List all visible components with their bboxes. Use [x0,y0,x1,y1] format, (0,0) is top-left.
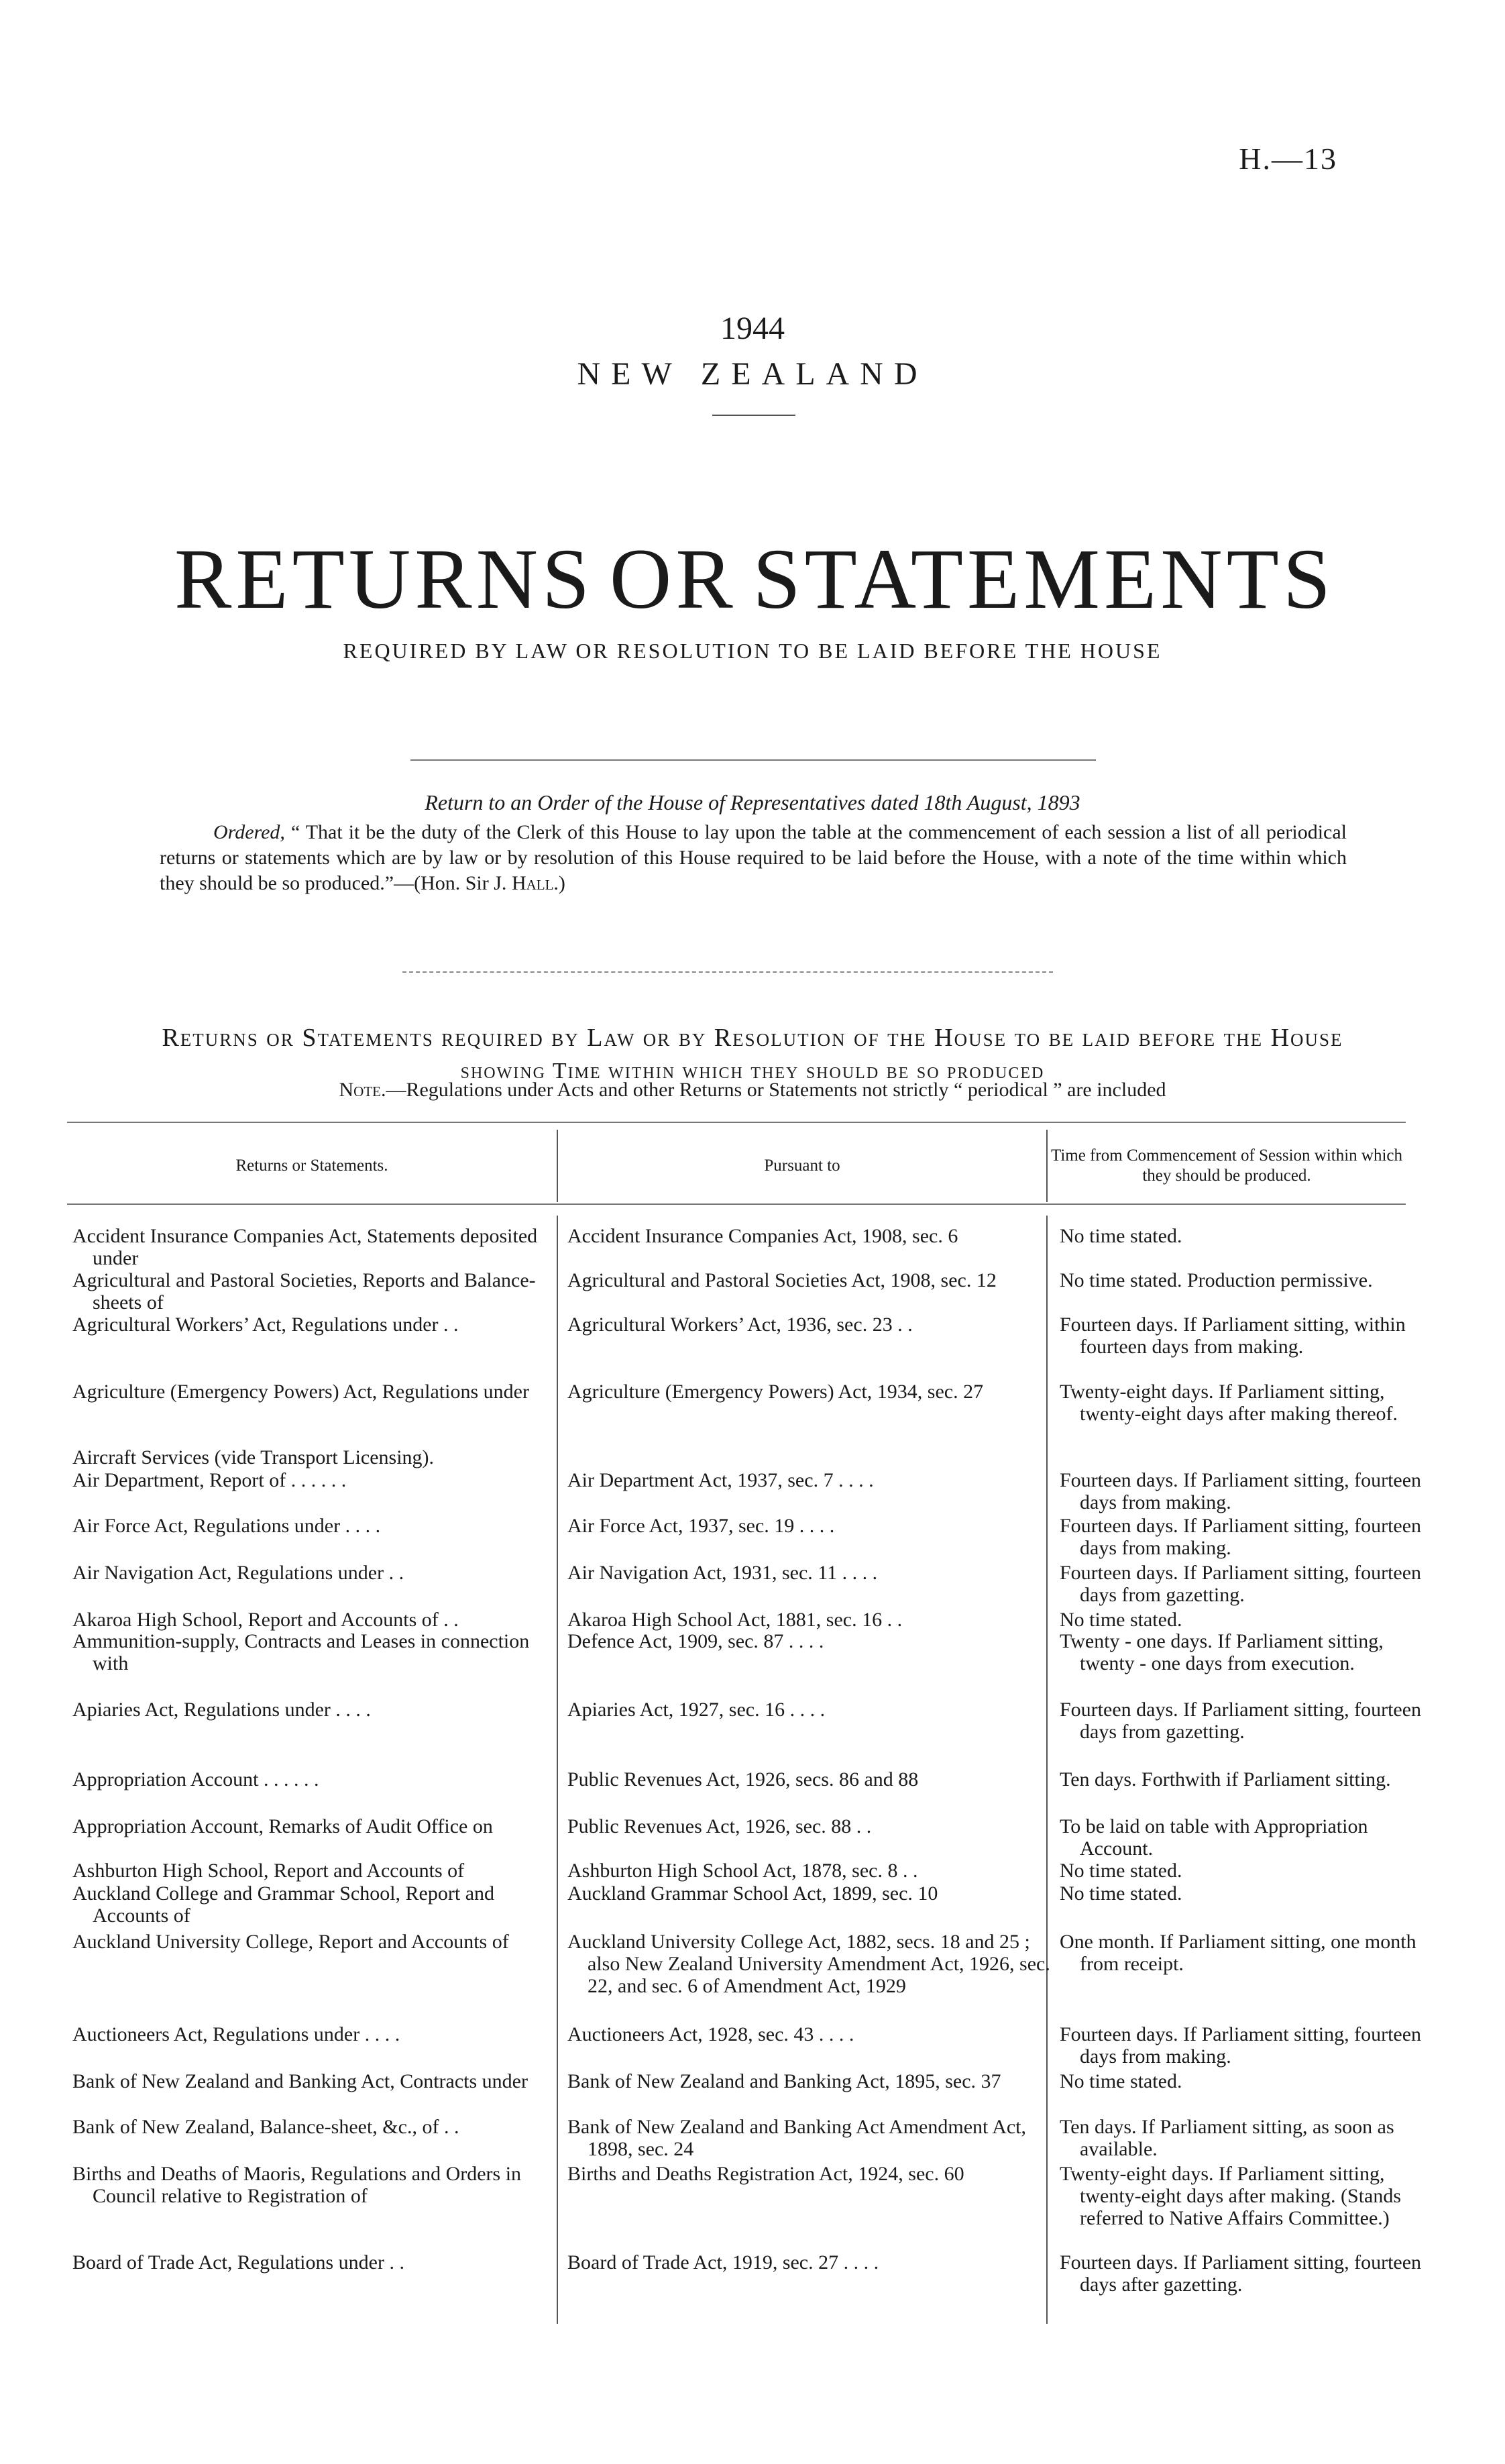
time-cell: Ten days. Forthwith if Parliament sitting. [1060,1768,1391,1790]
return-cell: Ammunition-supply, Contracts and Leases in connection with [72,1630,530,1674]
return-cell: Apiaries Act, Regulations under . . . . [72,1699,371,1721]
pursuant-cell: Births and Deaths Registration Act, 1924, sec. 60 [567,2163,964,2185]
ordered-mover: Hall.) [511,872,565,894]
return-cell: Air Department, Report of . . . . . . [72,1469,347,1491]
time-cell: Fourteen days. If Parliament sitting, fourteen days from gazetting. [1060,1562,1422,1606]
pursuant-cell: Public Revenues Act, 1926, sec. 88 . . [567,1815,872,1837]
return-cell: Agriculture (Emergency Powers) Act, Regulations under [72,1381,529,1403]
pursuant-cell: Agriculture (Emergency Powers) Act, 1934, sec. 27 [567,1381,984,1403]
ordered-text: “ That it be the duty of the Clerk of this House to lay upon the table at the commencement of each session a list of all periodical returns or statements which are by law or by resolution of this House required to be laid before the House, with a note of the time within which they should be so produced.”—(Hon. Sir J. [160,821,1347,894]
time-cell: No time stated. [1060,1882,1182,1905]
return-cell: Appropriation Account . . . . . . [72,1768,319,1790]
country-heading: NEW ZEALAND [577,356,928,392]
page-reference: H.—13 [1239,142,1337,176]
return-cell: Agricultural and Pastoral Societies, Reports and Balance-sheets of [72,1269,536,1314]
table-top-rule [67,1122,1406,1123]
time-cell: One month. If Parliament sitting, one month from receipt. [1060,1931,1416,1975]
subtitle: REQUIRED BY LAW OR RESOLUTION TO BE LAID BEFORE THE HOUSE [343,639,1162,663]
time-cell: Fourteen days. If Parliament sitting, fourteen days from making. [1060,1469,1422,1513]
time-cell: No time stated. [1060,2070,1182,2092]
column-header-pursuant: Pursuant to [557,1130,1046,1202]
section-divider [410,759,1096,761]
return-cell: Air Force Act, Regulations under . . . . [72,1515,381,1537]
ordered-lead: Ordered, [213,821,285,843]
return-order-line: Return to an Order of the House of Representatives dated 18th August, 1893 [425,790,1080,814]
return-cell: Board of Trade Act, Regulations under . . [72,2251,404,2273]
table-header [67,1130,1406,1202]
heading-divider [712,415,795,416]
pursuant-cell: Bank of New Zealand and Banking Act, 1895, sec. 37 [567,2070,1001,2092]
pursuant-cell: Agricultural and Pastoral Societies Act, 1908, sec. 12 [567,1269,997,1291]
column-header-returns: Returns or Statements. [235,1157,388,1175]
time-cell: Fourteen days. If Parliament sitting, fourteen days from making. [1060,2023,1422,2068]
pursuant-cell: Auckland Grammar School Act, 1899, sec. 10 [567,1882,938,1905]
pursuant-cell: Agricultural Workers’ Act, 1936, sec. 23 . . [567,1314,913,1336]
pursuant-cell: Auckland University College Act, 1882, secs. 18 and 25 ; also New Zealand University Amendment Act, 1926, sec. 22, and sec. 6 of Amendment Act, 1929 [567,1931,1050,1997]
main-title [174,530,1335,629]
time-cell: Fourteen days. If Parliament sitting, fourteen days from gazetting. [1060,1699,1422,1743]
column-header-time: Time from Commencement of Session within which they should be produced. [1046,1130,1406,1202]
schedule-title-line1: Returns or Statements required by Law or by Resolution of the House to be laid before the House [162,1024,1343,1052]
return-cell: Auckland College and Grammar School, Report and Accounts of [72,1882,495,1927]
pursuant-cell: Air Navigation Act, 1931, sec. 11 . . . . [567,1562,878,1584]
table-header-rule [67,1203,1406,1205]
section-divider-dashed [402,971,1053,973]
title-word-returns: RETURNS [174,531,594,627]
note-text: —Regulations under Acts and other Returns or Statements not strictly “ periodical ” are included [386,1079,1166,1101]
time-cell: No time stated. [1060,1225,1182,1247]
return-cell: Ashburton High School, Report and Accounts of [72,1860,465,1882]
pursuant-cell: Bank of New Zealand and Banking Act Amendment Act, 1898, sec. 24 [567,2116,1027,2160]
return-cell: Auctioneers Act, Regulations under . . . . [72,2023,400,2045]
time-cell: No time stated. [1060,1609,1182,1631]
schedule-note [0,1079,1505,1102]
return-cell: Births and Deaths of Maoris, Regulations and Orders in Council relative to Registration of [72,2163,522,2207]
note-label: Note. [339,1079,386,1101]
pursuant-cell: Air Department Act, 1937, sec. 7 . . . . [567,1469,874,1491]
schedule-title-line2: showing Time within which they should be so produced [460,1059,1045,1083]
time-cell: Twenty-eight days. If Parliament sitting, twenty-eight days after making. (Stands referred to Native Affairs Committee.) [1060,2163,1402,2229]
title-word-statements: STATEMENTS [752,531,1335,627]
pursuant-cell: Ashburton High School Act, 1878, sec. 8 . . [567,1860,918,1882]
return-cell: Auckland University College, Report and Accounts of [72,1931,509,1953]
return-cell: Aircraft Services (vide Transport Licensing). [72,1446,435,1468]
pursuant-cell: Auctioneers Act, 1928, sec. 43 . . . . [567,2023,854,2045]
return-cell: Akaroa High School, Report and Accounts of . . [72,1609,459,1631]
pursuant-cell: Air Force Act, 1937, sec. 19 . . . . [567,1515,835,1537]
pursuant-cell: Apiaries Act, 1927, sec. 16 . . . . [567,1699,826,1721]
ordered-paragraph [160,820,1347,896]
return-cell: Agricultural Workers’ Act, Regulations under . . [72,1314,459,1336]
return-cell: Accident Insurance Companies Act, Statements deposited under [72,1225,538,1269]
time-cell: Ten days. If Parliament sitting, as soon as available. [1060,2116,1394,2160]
schedule-title [67,1021,1438,1088]
pursuant-cell: Public Revenues Act, 1926, secs. 86 and 88 [567,1768,919,1790]
pursuant-cell: Accident Insurance Companies Act, 1908, sec. 6 [567,1225,958,1247]
return-cell: Air Navigation Act, Regulations under . . [72,1562,404,1584]
return-cell: Appropriation Account, Remarks of Audit Office on [72,1815,493,1837]
time-cell: Fourteen days. If Parliament sitting, fourteen days from making. [1060,1515,1422,1559]
return-cell: Bank of New Zealand, Balance-sheet, &c., of . . [72,2116,459,2138]
time-cell: Fourteen days. If Parliament sitting, fourteen days after gazetting. [1060,2251,1422,2296]
pursuant-cell: Board of Trade Act, 1919, sec. 27 . . . . [567,2251,879,2273]
pursuant-cell: Akaroa High School Act, 1881, sec. 16 . . [567,1609,903,1631]
time-cell: Twenty - one days. If Parliament sitting, twenty - one days from execution. [1060,1630,1384,1674]
document-year: 1944 [720,311,785,346]
title-word-or: OR [609,531,737,627]
time-cell: No time stated. Production permissive. [1060,1269,1373,1291]
time-cell: No time stated. [1060,1860,1182,1882]
time-cell: Fourteen days. If Parliament sitting, within fourteen days from making. [1060,1314,1406,1358]
time-cell: Twenty-eight days. If Parliament sitting, twenty-eight days after making thereof. [1060,1381,1398,1425]
time-cell: To be laid on table with Appropriation Account. [1060,1815,1368,1860]
pursuant-cell: Defence Act, 1909, sec. 87 . . . . [567,1630,824,1652]
return-cell: Bank of New Zealand and Banking Act, Contracts under [72,2070,528,2092]
